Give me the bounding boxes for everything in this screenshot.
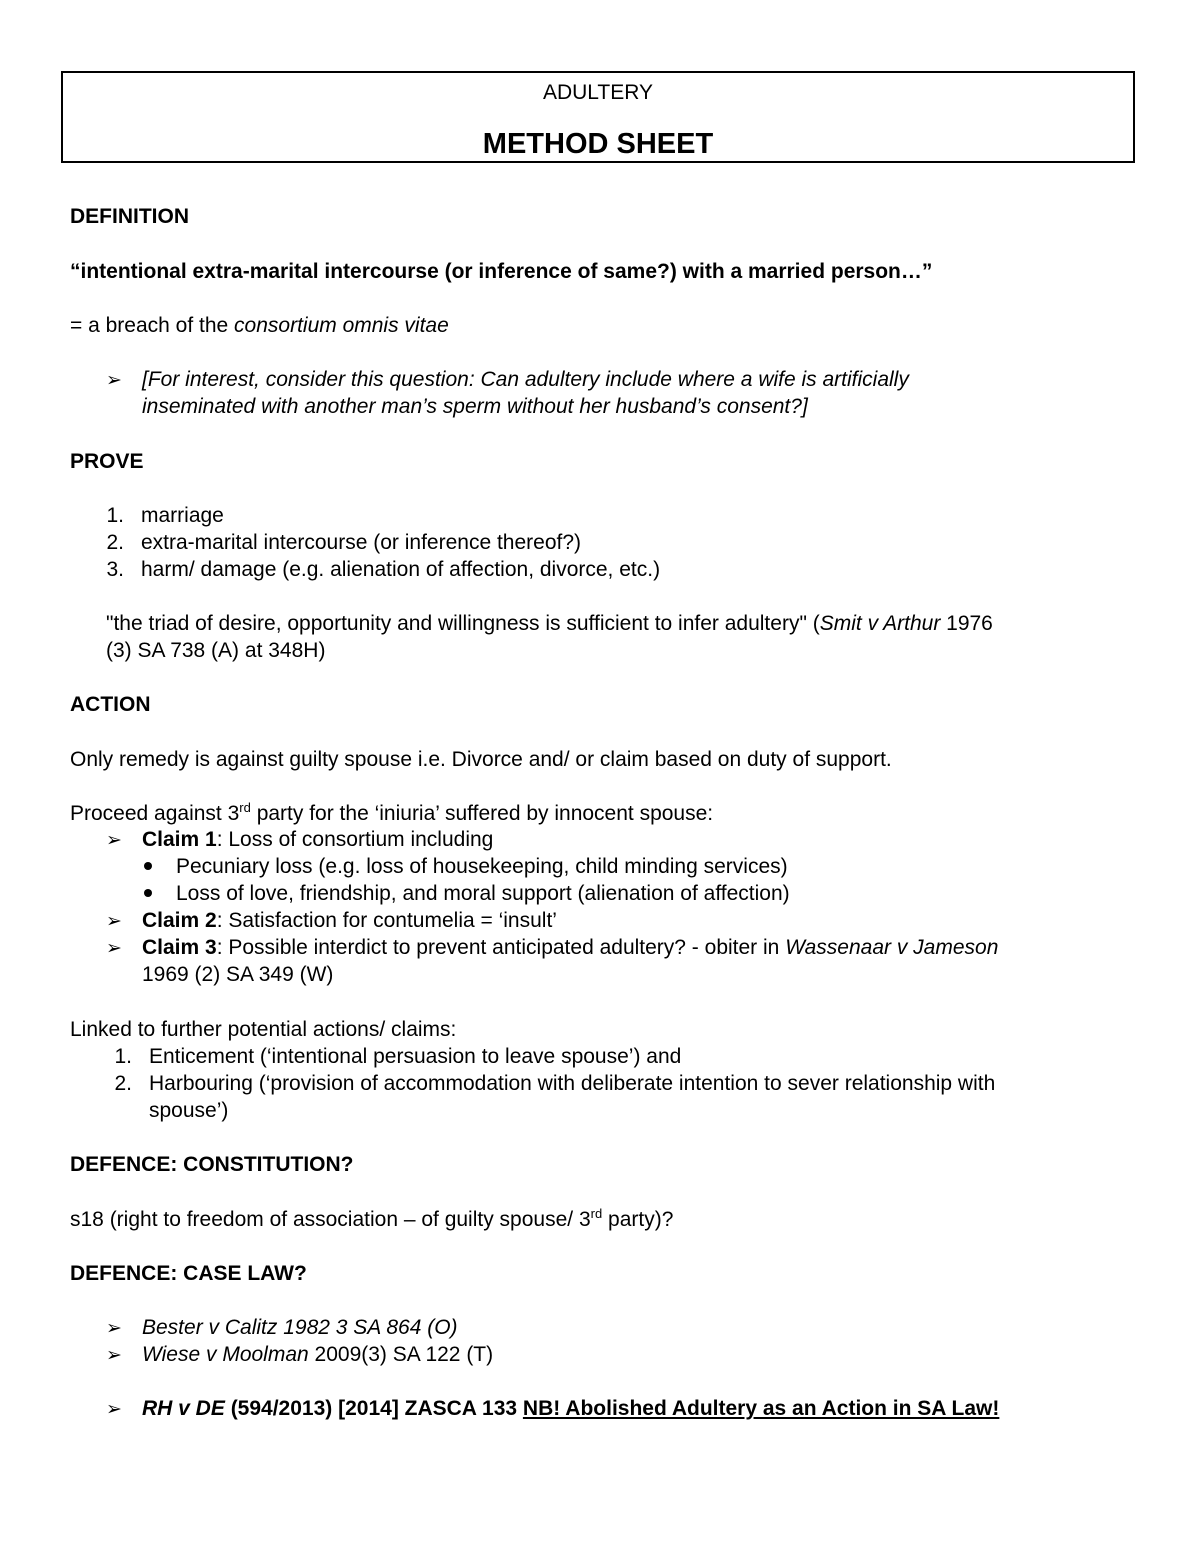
claim-3-citation: 1969 (2) SA 349 (W) <box>142 963 334 986</box>
defence-constitution-heading: DEFENCE: CONSTITUTION? <box>70 1153 354 1176</box>
document-title: METHOD SHEET <box>482 128 714 160</box>
definition-breach <box>70 312 449 339</box>
case-rh-name: RH v DE <box>142 1397 225 1420</box>
prove-item-number: 3. <box>106 558 124 581</box>
proceed-suffix: party for the ‘iniuria’ suffered by innocent spouse: <box>250 802 714 825</box>
arrow-bullet-icon: ➢ <box>106 1318 122 1339</box>
claim-2-text: : Satisfaction for contumelia = ‘insult’ <box>216 909 557 932</box>
case-bester: Bester v Calitz 1982 3 SA 864 (O) <box>142 1316 458 1339</box>
proceed-prefix: Proceed against 3 <box>70 802 240 825</box>
defence-case-law-heading: DEFENCE: CASE LAW? <box>70 1262 307 1285</box>
definition-heading: DEFINITION <box>70 205 189 228</box>
triad-quote <box>106 610 993 637</box>
dot-bullet-icon <box>144 862 152 870</box>
arrow-bullet-icon: ➢ <box>106 1345 122 1366</box>
constitution-sup: rd <box>590 1206 603 1221</box>
claim-3-case: Wassenaar v Jameson <box>785 936 999 959</box>
claim-1-sub-item: Loss of love, friendship, and moral support (alienation of affection) <box>176 882 790 905</box>
claim-3-text: : Possible interdict to prevent anticipated adultery? - obiter in <box>216 936 786 959</box>
case-wiese-name: Wiese v Moolman <box>142 1343 309 1366</box>
prove-item: harm/ damage (e.g. alienation of affection, divorce, etc.) <box>141 558 661 581</box>
constitution-suffix: party)? <box>602 1208 674 1231</box>
claim-2-label: Claim 2 <box>142 909 217 932</box>
arrow-bullet-icon: ➢ <box>106 830 122 851</box>
case-wiese-citation: 2009(3) SA 122 (T) <box>308 1343 494 1366</box>
linked-item: Enticement (‘intentional persuasion to leave spouse’) and <box>149 1045 682 1068</box>
claim-1-text: : Loss of consortium including <box>216 828 494 851</box>
action-proceed <box>70 800 713 827</box>
triad-citation: (3) SA 738 (A) at 348H) <box>106 639 326 662</box>
breach-term: consortium omnis vitae <box>234 314 449 337</box>
arrow-bullet-icon: ➢ <box>106 1399 122 1420</box>
prove-item-number: 1. <box>106 504 124 527</box>
breach-prefix: = a breach of the <box>70 314 235 337</box>
triad-year: 1976 <box>940 612 993 635</box>
case-wiese <box>142 1341 493 1368</box>
arrow-bullet-icon: ➢ <box>106 911 122 932</box>
defence-constitution-text <box>70 1206 673 1233</box>
arrow-bullet-icon: ➢ <box>106 938 122 959</box>
linked-item-number: 1. <box>114 1045 132 1068</box>
dot-bullet-icon <box>144 889 152 897</box>
claim-3 <box>142 934 998 961</box>
prove-item-number: 2. <box>106 531 124 554</box>
case-rh-note: NB! Abolished Adultery as an Action in SA Law! <box>522 1397 1000 1420</box>
linked-item: Harbouring (‘provision of accommodation with deliberate intention to sever relationship with <box>149 1072 996 1095</box>
definition-quote: “intentional extra-marital intercourse (or inference of same?) with a married person…” <box>70 260 933 283</box>
claim-3-label: Claim 3 <box>142 936 217 959</box>
claim-1-sub-item: Pecuniary loss (e.g. loss of housekeeping, child minding services) <box>176 855 788 878</box>
action-heading: ACTION <box>70 693 151 716</box>
linked-item-number: 2. <box>114 1072 132 1095</box>
claim-1 <box>142 826 493 853</box>
arrow-bullet-icon: ➢ <box>106 370 122 391</box>
linked-item-continued: spouse’) <box>149 1099 229 1122</box>
linked-intro: Linked to further potential actions/ claims: <box>70 1018 457 1041</box>
case-rh-citation: (594/2013) [2014] ZASCA 133 <box>224 1397 523 1420</box>
case-rh-v-de <box>142 1395 999 1422</box>
interest-line-2: inseminated with another man’s sperm without her husband’s consent?] <box>142 395 808 418</box>
claim-1-label: Claim 1 <box>142 828 217 851</box>
action-remedy: Only remedy is against guilty spouse i.e. Divorce and/ or claim based on duty of support. <box>70 748 892 771</box>
title-box <box>61 71 1135 163</box>
proceed-sup: rd <box>239 800 251 815</box>
document-subject: ADULTERY <box>542 81 654 104</box>
constitution-prefix: s18 (right to freedom of association – of guilty spouse/ 3 <box>70 1208 591 1231</box>
triad-case: Smit v Arthur <box>819 612 941 635</box>
interest-line-1: [For interest, consider this question: Can adultery include where a wife is artificially <box>142 368 909 391</box>
claim-2 <box>142 907 557 934</box>
prove-item: marriage <box>141 504 224 527</box>
prove-item: extra-marital intercourse (or inference thereof?) <box>141 531 582 554</box>
triad-prefix: "the triad of desire, opportunity and willingness is sufficient to infer adultery" ( <box>106 612 820 635</box>
prove-heading: PROVE <box>70 450 144 473</box>
